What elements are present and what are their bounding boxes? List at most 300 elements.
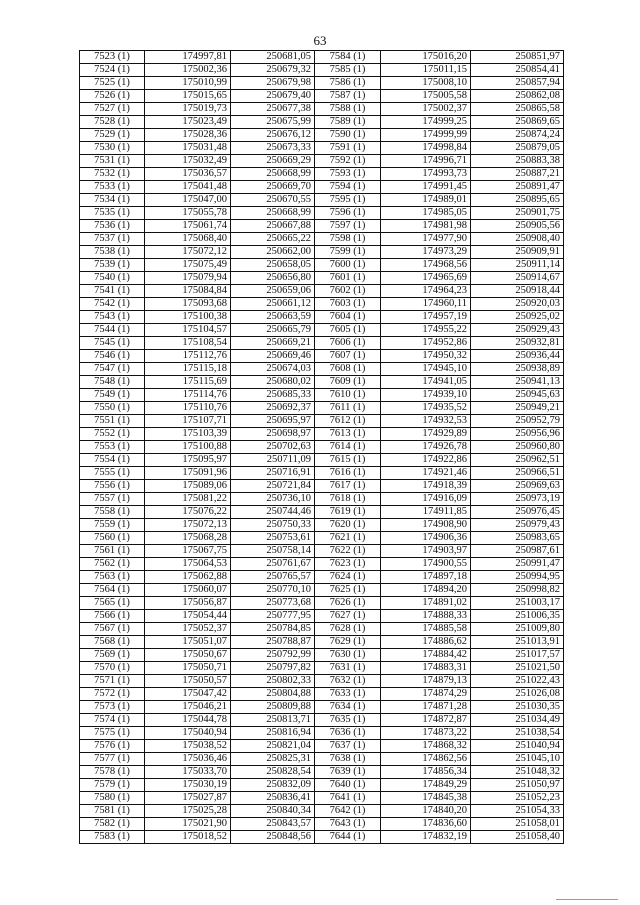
- y-coordinate-right: 250973,19: [471, 493, 564, 506]
- y-coordinate-left: 250711,09: [231, 454, 315, 467]
- x-coordinate-left: 175115,18: [145, 363, 231, 376]
- x-coordinate-left: 175044,78: [145, 714, 231, 727]
- x-coordinate-left: 175089,06: [145, 480, 231, 493]
- table-row: [80, 688, 564, 701]
- table-row: [80, 506, 564, 519]
- point-id-left: 7581 (1): [80, 805, 145, 818]
- y-coordinate-right: 250969,63: [471, 480, 564, 493]
- x-coordinate-left: 175062,88: [145, 571, 231, 584]
- table-row: [80, 207, 564, 220]
- y-coordinate-right: 250952,79: [471, 415, 564, 428]
- point-id-right: 7608 (1): [315, 363, 381, 376]
- point-id-left: 7540 (1): [80, 272, 145, 285]
- table-row: [80, 311, 564, 324]
- y-coordinate-right: 250932,81: [471, 337, 564, 350]
- x-coordinate-right: 174918,39: [381, 480, 471, 493]
- x-coordinate-left: 175025,28: [145, 805, 231, 818]
- x-coordinate-right: 174999,25: [381, 116, 471, 129]
- x-coordinate-right: 174968,56: [381, 259, 471, 272]
- x-coordinate-right: 175002,37: [381, 103, 471, 116]
- y-coordinate-left: 250668,99: [231, 168, 315, 181]
- y-coordinate-right: 251003,17: [471, 597, 564, 610]
- y-coordinate-left: 250665,22: [231, 233, 315, 246]
- point-id-right: 7603 (1): [315, 298, 381, 311]
- y-coordinate-right: 251058,01: [471, 818, 564, 831]
- x-coordinate-left: 175114,76: [145, 389, 231, 402]
- x-coordinate-right: 174872,87: [381, 714, 471, 727]
- point-id-left: 7535 (1): [80, 207, 145, 220]
- table-row: [80, 103, 564, 116]
- table-row: [80, 181, 564, 194]
- table-row: [80, 168, 564, 181]
- y-coordinate-right: 251030,35: [471, 701, 564, 714]
- point-id-left: 7524 (1): [80, 64, 145, 77]
- x-coordinate-right: 175016,20: [381, 51, 471, 64]
- coordinates-table-body: [80, 51, 564, 844]
- x-coordinate-left: 175100,88: [145, 441, 231, 454]
- x-coordinate-left: 175110,76: [145, 402, 231, 415]
- x-coordinate-right: 174832,19: [381, 831, 471, 844]
- y-coordinate-left: 250736,10: [231, 493, 315, 506]
- y-coordinate-right: 250938,89: [471, 363, 564, 376]
- x-coordinate-right: 174957,19: [381, 311, 471, 324]
- y-coordinate-right: 251045,10: [471, 753, 564, 766]
- x-coordinate-right: 174868,32: [381, 740, 471, 753]
- point-id-right: 7626 (1): [315, 597, 381, 610]
- x-coordinate-left: 175067,75: [145, 545, 231, 558]
- x-coordinate-right: 174906,36: [381, 532, 471, 545]
- point-id-right: 7633 (1): [315, 688, 381, 701]
- y-coordinate-left: 250792,99: [231, 649, 315, 662]
- x-coordinate-left: 175002,36: [145, 64, 231, 77]
- y-coordinate-right: 250945,63: [471, 389, 564, 402]
- table-row: [80, 545, 564, 558]
- x-coordinate-right: 174908,90: [381, 519, 471, 532]
- x-coordinate-right: 174911,85: [381, 506, 471, 519]
- point-id-left: 7534 (1): [80, 194, 145, 207]
- y-coordinate-left: 250669,21: [231, 337, 315, 350]
- x-coordinate-right: 174999,99: [381, 129, 471, 142]
- y-coordinate-right: 250960,80: [471, 441, 564, 454]
- table-row: [80, 480, 564, 493]
- y-coordinate-left: 250681,05: [231, 51, 315, 64]
- point-id-right: 7628 (1): [315, 623, 381, 636]
- y-coordinate-right: 250936,44: [471, 350, 564, 363]
- y-coordinate-right: 251013,91: [471, 636, 564, 649]
- y-coordinate-left: 250665,79: [231, 324, 315, 337]
- point-id-left: 7562 (1): [80, 558, 145, 571]
- table-row: [80, 77, 564, 90]
- x-coordinate-right: 174886,62: [381, 636, 471, 649]
- x-coordinate-left: 175055,78: [145, 207, 231, 220]
- point-id-left: 7580 (1): [80, 792, 145, 805]
- y-coordinate-right: 251021,50: [471, 662, 564, 675]
- x-coordinate-right: 174965,69: [381, 272, 471, 285]
- table-row: [80, 805, 564, 818]
- table-row: [80, 532, 564, 545]
- y-coordinate-left: 250809,88: [231, 701, 315, 714]
- x-coordinate-left: 175054,44: [145, 610, 231, 623]
- y-coordinate-right: 250929,43: [471, 324, 564, 337]
- point-id-left: 7578 (1): [80, 766, 145, 779]
- point-id-right: 7602 (1): [315, 285, 381, 298]
- y-coordinate-right: 251058,40: [471, 831, 564, 844]
- x-coordinate-left: 175036,46: [145, 753, 231, 766]
- table-row: [80, 194, 564, 207]
- y-coordinate-left: 250685,33: [231, 389, 315, 402]
- point-id-left: 7570 (1): [80, 662, 145, 675]
- table-row: [80, 389, 564, 402]
- y-coordinate-left: 250698,97: [231, 428, 315, 441]
- y-coordinate-right: 251022,43: [471, 675, 564, 688]
- y-coordinate-left: 250832,09: [231, 779, 315, 792]
- x-coordinate-left: 175072,13: [145, 519, 231, 532]
- x-coordinate-right: 174985,05: [381, 207, 471, 220]
- y-coordinate-right: 250879,05: [471, 142, 564, 155]
- x-coordinate-right: 174926,78: [381, 441, 471, 454]
- point-id-right: 7617 (1): [315, 480, 381, 493]
- point-id-left: 7547 (1): [80, 363, 145, 376]
- x-coordinate-right: 174897,18: [381, 571, 471, 584]
- x-coordinate-right: 174873,22: [381, 727, 471, 740]
- y-coordinate-left: 250676,12: [231, 129, 315, 142]
- y-coordinate-left: 250753,61: [231, 532, 315, 545]
- y-coordinate-right: 250994,95: [471, 571, 564, 584]
- x-coordinate-right: 174935,52: [381, 402, 471, 415]
- x-coordinate-left: 175046,21: [145, 701, 231, 714]
- x-coordinate-right: 174955,22: [381, 324, 471, 337]
- table-row: [80, 415, 564, 428]
- point-id-left: 7542 (1): [80, 298, 145, 311]
- x-coordinate-right: 174932,53: [381, 415, 471, 428]
- y-coordinate-left: 250674,03: [231, 363, 315, 376]
- x-coordinate-left: 175019,73: [145, 103, 231, 116]
- y-coordinate-right: 250909,91: [471, 246, 564, 259]
- point-id-right: 7641 (1): [315, 792, 381, 805]
- x-coordinate-right: 174894,20: [381, 584, 471, 597]
- y-coordinate-right: 250987,61: [471, 545, 564, 558]
- y-coordinate-right: 250891,47: [471, 181, 564, 194]
- point-id-left: 7561 (1): [80, 545, 145, 558]
- point-id-right: 7590 (1): [315, 129, 381, 142]
- point-id-left: 7543 (1): [80, 311, 145, 324]
- y-coordinate-left: 250695,97: [231, 415, 315, 428]
- y-coordinate-left: 250658,05: [231, 259, 315, 272]
- y-coordinate-left: 250721,84: [231, 480, 315, 493]
- table-row: [80, 285, 564, 298]
- point-id-right: 7589 (1): [315, 116, 381, 129]
- y-coordinate-left: 250788,87: [231, 636, 315, 649]
- x-coordinate-left: 175040,94: [145, 727, 231, 740]
- y-coordinate-right: 250862,08: [471, 90, 564, 103]
- point-id-right: 7640 (1): [315, 779, 381, 792]
- y-coordinate-left: 250668,99: [231, 207, 315, 220]
- y-coordinate-right: 250854,41: [471, 64, 564, 77]
- point-id-left: 7549 (1): [80, 389, 145, 402]
- x-coordinate-left: 175068,28: [145, 532, 231, 545]
- table-row: [80, 363, 564, 376]
- x-coordinate-right: 174836,60: [381, 818, 471, 831]
- table-row: [80, 51, 564, 64]
- y-coordinate-right: 250966,51: [471, 467, 564, 480]
- table-row: [80, 259, 564, 272]
- x-coordinate-left: 175015,65: [145, 90, 231, 103]
- table-row: [80, 818, 564, 831]
- x-coordinate-left: 175093,68: [145, 298, 231, 311]
- y-coordinate-right: 251038,54: [471, 727, 564, 740]
- y-coordinate-left: 250673,33: [231, 142, 315, 155]
- point-id-left: 7577 (1): [80, 753, 145, 766]
- y-coordinate-left: 250679,32: [231, 64, 315, 77]
- y-coordinate-right: 250976,45: [471, 506, 564, 519]
- point-id-right: 7620 (1): [315, 519, 381, 532]
- y-coordinate-right: 250901,75: [471, 207, 564, 220]
- table-row: [80, 558, 564, 571]
- x-coordinate-right: 174885,58: [381, 623, 471, 636]
- point-id-left: 7523 (1): [80, 51, 145, 64]
- point-id-left: 7567 (1): [80, 623, 145, 636]
- y-coordinate-left: 250843,57: [231, 818, 315, 831]
- point-id-left: 7563 (1): [80, 571, 145, 584]
- x-coordinate-left: 175051,07: [145, 636, 231, 649]
- point-id-right: 7601 (1): [315, 272, 381, 285]
- y-coordinate-left: 250802,33: [231, 675, 315, 688]
- x-coordinate-left: 175115,69: [145, 376, 231, 389]
- point-id-left: 7546 (1): [80, 350, 145, 363]
- y-coordinate-left: 250669,46: [231, 350, 315, 363]
- table-row: [80, 519, 564, 532]
- x-coordinate-right: 174888,33: [381, 610, 471, 623]
- x-coordinate-left: 175018,52: [145, 831, 231, 844]
- x-coordinate-left: 175061,74: [145, 220, 231, 233]
- point-id-left: 7544 (1): [80, 324, 145, 337]
- x-coordinate-right: 174964,23: [381, 285, 471, 298]
- point-id-left: 7558 (1): [80, 506, 145, 519]
- point-id-right: 7636 (1): [315, 727, 381, 740]
- table-row: [80, 714, 564, 727]
- table-row: [80, 636, 564, 649]
- point-id-right: 7625 (1): [315, 584, 381, 597]
- y-coordinate-right: 251040,94: [471, 740, 564, 753]
- point-id-left: 7548 (1): [80, 376, 145, 389]
- point-id-left: 7575 (1): [80, 727, 145, 740]
- y-coordinate-left: 250825,31: [231, 753, 315, 766]
- point-id-right: 7627 (1): [315, 610, 381, 623]
- table-row: [80, 740, 564, 753]
- point-id-right: 7634 (1): [315, 701, 381, 714]
- x-coordinate-right: 174845,38: [381, 792, 471, 805]
- x-coordinate-left: 175079,94: [145, 272, 231, 285]
- y-coordinate-left: 250670,55: [231, 194, 315, 207]
- point-id-right: 7605 (1): [315, 324, 381, 337]
- x-coordinate-left: 175050,67: [145, 649, 231, 662]
- point-id-right: 7619 (1): [315, 506, 381, 519]
- y-coordinate-left: 250680,02: [231, 376, 315, 389]
- point-id-left: 7568 (1): [80, 636, 145, 649]
- point-id-right: 7610 (1): [315, 389, 381, 402]
- y-coordinate-right: 250918,44: [471, 285, 564, 298]
- x-coordinate-right: 174903,97: [381, 545, 471, 558]
- y-coordinate-left: 250677,38: [231, 103, 315, 116]
- x-coordinate-left: 175032,49: [145, 155, 231, 168]
- y-coordinate-left: 250758,14: [231, 545, 315, 558]
- x-coordinate-right: 174879,13: [381, 675, 471, 688]
- y-coordinate-left: 250804,88: [231, 688, 315, 701]
- x-coordinate-right: 174973,29: [381, 246, 471, 259]
- x-coordinate-left: 175033,70: [145, 766, 231, 779]
- y-coordinate-left: 250669,70: [231, 181, 315, 194]
- point-id-right: 7612 (1): [315, 415, 381, 428]
- y-coordinate-left: 250770,10: [231, 584, 315, 597]
- table-row: [80, 649, 564, 662]
- table-row: [80, 441, 564, 454]
- point-id-right: 7588 (1): [315, 103, 381, 116]
- table-row: [80, 376, 564, 389]
- x-coordinate-right: 174996,71: [381, 155, 471, 168]
- y-coordinate-left: 250773,68: [231, 597, 315, 610]
- x-coordinate-right: 174874,29: [381, 688, 471, 701]
- x-coordinate-left: 175028,36: [145, 129, 231, 142]
- x-coordinate-left: 175030,19: [145, 779, 231, 792]
- y-coordinate-right: 250895,65: [471, 194, 564, 207]
- point-id-right: 7618 (1): [315, 493, 381, 506]
- point-id-left: 7565 (1): [80, 597, 145, 610]
- y-coordinate-right: 251009,80: [471, 623, 564, 636]
- x-coordinate-right: 174916,09: [381, 493, 471, 506]
- point-id-left: 7539 (1): [80, 259, 145, 272]
- y-coordinate-right: 251050,97: [471, 779, 564, 792]
- y-coordinate-left: 250662,00: [231, 246, 315, 259]
- point-id-left: 7532 (1): [80, 168, 145, 181]
- point-id-right: 7585 (1): [315, 64, 381, 77]
- x-coordinate-right: 174922,86: [381, 454, 471, 467]
- x-coordinate-left: 175023,49: [145, 116, 231, 129]
- y-coordinate-left: 250836,41: [231, 792, 315, 805]
- coordinates-table: [79, 50, 564, 844]
- point-id-left: 7574 (1): [80, 714, 145, 727]
- table-row: [80, 402, 564, 415]
- point-id-left: 7564 (1): [80, 584, 145, 597]
- y-coordinate-right: 250925,02: [471, 311, 564, 324]
- y-coordinate-right: 250865,58: [471, 103, 564, 116]
- y-coordinate-right: 250998,82: [471, 584, 564, 597]
- point-id-right: 7613 (1): [315, 428, 381, 441]
- y-coordinate-right: 250905,56: [471, 220, 564, 233]
- y-coordinate-left: 250784,85: [231, 623, 315, 636]
- x-coordinate-right: 175008,10: [381, 77, 471, 90]
- point-id-right: 7622 (1): [315, 545, 381, 558]
- x-coordinate-left: 175084,84: [145, 285, 231, 298]
- point-id-left: 7582 (1): [80, 818, 145, 831]
- point-id-left: 7526 (1): [80, 90, 145, 103]
- table-row: [80, 272, 564, 285]
- x-coordinate-left: 175047,42: [145, 688, 231, 701]
- y-coordinate-right: 251034,49: [471, 714, 564, 727]
- point-id-right: 7624 (1): [315, 571, 381, 584]
- point-id-left: 7529 (1): [80, 129, 145, 142]
- x-coordinate-right: 175005,58: [381, 90, 471, 103]
- y-coordinate-left: 250663,59: [231, 311, 315, 324]
- table-row: [80, 350, 564, 363]
- y-coordinate-left: 250744,46: [231, 506, 315, 519]
- x-coordinate-left: 175010,99: [145, 77, 231, 90]
- point-id-left: 7557 (1): [80, 493, 145, 506]
- y-coordinate-right: 251054,33: [471, 805, 564, 818]
- x-coordinate-right: 174884,42: [381, 649, 471, 662]
- table-row: [80, 727, 564, 740]
- y-coordinate-left: 250777,95: [231, 610, 315, 623]
- x-coordinate-right: 174991,45: [381, 181, 471, 194]
- x-coordinate-right: 174862,56: [381, 753, 471, 766]
- x-coordinate-right: 175011,15: [381, 64, 471, 77]
- y-coordinate-right: 251052,23: [471, 792, 564, 805]
- y-coordinate-left: 250692,37: [231, 402, 315, 415]
- y-coordinate-left: 250765,57: [231, 571, 315, 584]
- point-id-right: 7631 (1): [315, 662, 381, 675]
- y-coordinate-left: 250848,56: [231, 831, 315, 844]
- point-id-right: 7623 (1): [315, 558, 381, 571]
- table-row: [80, 116, 564, 129]
- y-coordinate-left: 250702,63: [231, 441, 315, 454]
- x-coordinate-right: 174993,73: [381, 168, 471, 181]
- point-id-left: 7555 (1): [80, 467, 145, 480]
- y-coordinate-right: 250941,13: [471, 376, 564, 389]
- point-id-right: 7587 (1): [315, 90, 381, 103]
- y-coordinate-left: 250679,40: [231, 90, 315, 103]
- x-coordinate-left: 175047,00: [145, 194, 231, 207]
- y-coordinate-left: 250750,33: [231, 519, 315, 532]
- y-coordinate-left: 250813,71: [231, 714, 315, 727]
- x-coordinate-right: 174883,31: [381, 662, 471, 675]
- x-coordinate-left: 175103,39: [145, 428, 231, 441]
- x-coordinate-right: 174941,05: [381, 376, 471, 389]
- x-coordinate-left: 175056,87: [145, 597, 231, 610]
- y-coordinate-left: 250797,82: [231, 662, 315, 675]
- y-coordinate-left: 250821,04: [231, 740, 315, 753]
- y-coordinate-right: 250911,14: [471, 259, 564, 272]
- x-coordinate-left: 175064,53: [145, 558, 231, 571]
- point-id-right: 7594 (1): [315, 181, 381, 194]
- y-coordinate-right: 250956,96: [471, 428, 564, 441]
- point-id-left: 7566 (1): [80, 610, 145, 623]
- point-id-right: 7586 (1): [315, 77, 381, 90]
- y-coordinate-left: 250828,54: [231, 766, 315, 779]
- point-id-left: 7572 (1): [80, 688, 145, 701]
- point-id-left: 7583 (1): [80, 831, 145, 844]
- x-coordinate-left: 175081,22: [145, 493, 231, 506]
- table-row: [80, 246, 564, 259]
- point-id-left: 7533 (1): [80, 181, 145, 194]
- point-id-right: 7600 (1): [315, 259, 381, 272]
- y-coordinate-left: 250716,91: [231, 467, 315, 480]
- point-id-right: 7607 (1): [315, 350, 381, 363]
- x-coordinate-left: 175060,07: [145, 584, 231, 597]
- x-coordinate-right: 174891,02: [381, 597, 471, 610]
- point-id-right: 7595 (1): [315, 194, 381, 207]
- point-id-right: 7604 (1): [315, 311, 381, 324]
- x-coordinate-right: 174952,86: [381, 337, 471, 350]
- y-coordinate-left: 250675,99: [231, 116, 315, 129]
- table-row: [80, 324, 564, 337]
- table-row: [80, 155, 564, 168]
- point-id-right: 7629 (1): [315, 636, 381, 649]
- table-row: [80, 753, 564, 766]
- point-id-left: 7579 (1): [80, 779, 145, 792]
- point-id-left: 7576 (1): [80, 740, 145, 753]
- point-id-right: 7614 (1): [315, 441, 381, 454]
- table-row: [80, 610, 564, 623]
- y-coordinate-right: 250874,24: [471, 129, 564, 142]
